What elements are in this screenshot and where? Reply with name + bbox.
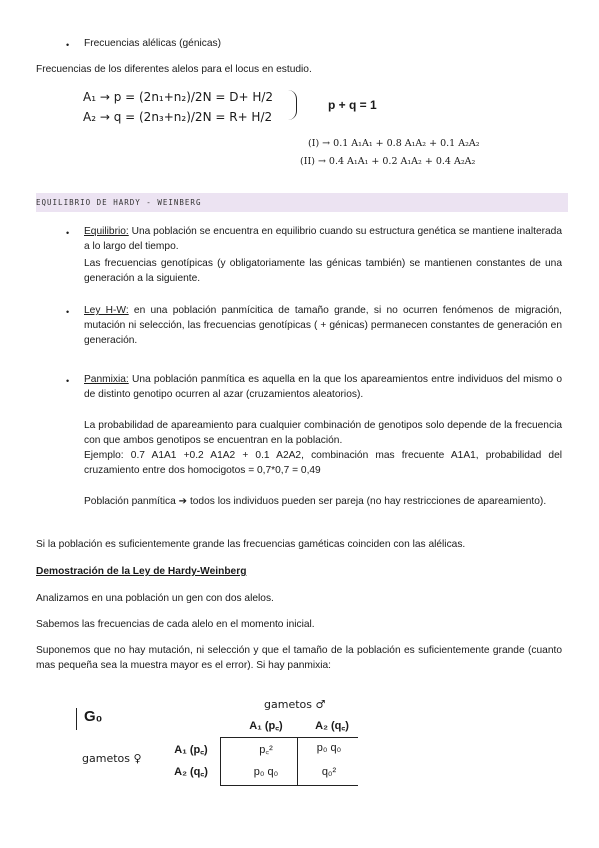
example-2: (II) → 0.4 A₁A₁ + 0.2 A₁A₂ + 0.4 A₂A₂	[300, 156, 476, 167]
table-left-rule	[220, 737, 221, 785]
paragraph-analysis: Analizamos en una población un gen con dos alelos.	[36, 593, 274, 604]
table-middle-rule	[297, 737, 298, 785]
g0-marker	[76, 708, 77, 730]
demo-heading: Demostración de la Ley de Hardy-Weinberg	[36, 566, 247, 577]
equilibrio-text: Una población se encuentra en equilibrio cuando su estructura genética se mantiene inalterada a lo largo del tiempo.	[84, 226, 562, 252]
ley-text: en una población panmícitica de tamaño grande, si no ocurren fenómenos de migración, mutación ni selección, las frecuencias genotípicas ( + génicas) permanecen constantes de generación en generación.	[84, 305, 562, 346]
panmixia-paragraph-2: La probabilidad de apareamiento para cualquier combinación de genotipos solo depende de la frecuencia con que ambos genotipos se encuentran en la población.	[84, 420, 562, 446]
panmixia-example: Ejemplo: 0.7 A1A1 +0.2 A1A2 + 0.1 A2A2, combinación mas frecuente A1A1, probabilidad del cruzamiento entre dos homocigotos = 0,7*0,7 = 0,49	[84, 450, 562, 476]
male-gametes-label: gametos ♂	[264, 698, 326, 711]
table-bottom-rule	[220, 785, 358, 786]
section-heading: EQUILIBRIO DE HARDY - WEINBERG	[36, 198, 202, 207]
cell-q2: q₀²	[321, 766, 337, 778]
table-top-rule	[220, 737, 358, 738]
section-band	[36, 193, 568, 212]
example-1: (I) → 0.1 A₁A₁ + 0.8 A₁A₂ + 0.1 A₂A₂	[308, 138, 480, 149]
equation-q: A₂ → q = (2n₃+n₂)/2N = R+ H/2	[83, 110, 273, 124]
panmixia-item	[84, 372, 562, 402]
panmixia-text: Una población panmítica es aquella en la que los apareamientos entre individuos del mismo o de distinto genotipo ocurren al azar (cruzamientos aleatorios).	[84, 374, 562, 400]
bullet: •	[66, 376, 70, 386]
term-panmixia: Panmixia:	[84, 374, 129, 385]
g0-label: G₀	[84, 708, 103, 725]
cell-p2: p꜀²	[259, 744, 273, 756]
paragraph-gametic: Si la población es suficientemente grande las frecuencias gaméticas coinciden con las alélicas.	[36, 539, 466, 550]
cell-pq-2: p₀ q₀	[253, 766, 279, 778]
row-header-a1: A₁ (p꜀)	[174, 744, 208, 756]
equilibrio-text-2: Las frecuencias genotípicas (y obligatoriamente las génicas también) se mantienen constantes de una generación a la siguiente.	[84, 258, 562, 284]
female-gametes-label: gametos ♀	[82, 752, 142, 765]
term-ley: Ley H-W:	[84, 305, 129, 316]
bullet: •	[66, 40, 70, 50]
intro-text: Frecuencias de los diferentes alelos para el locus en estudio.	[36, 64, 312, 75]
paragraph-assumptions: Suponemos que no hay mutación, ni selección y que el tamaño de la población es suficientemente grande (cuanto mas pequeña sea la muestra mayor es el error). Si hay panmixia:	[36, 645, 562, 671]
equilibrio-item	[84, 224, 562, 254]
subsection-title: Frecuencias alélicas (génicas)	[84, 38, 222, 49]
ley-item	[84, 303, 562, 348]
term-equilibrio: Equilibrio:	[84, 226, 129, 237]
cell-pq-1: p₀ q₀	[316, 742, 342, 754]
col-header-a2: A₂ (q꜀)	[315, 720, 349, 732]
bullet: •	[66, 307, 70, 317]
col-header-a1: A₁ (p꜀)	[249, 720, 283, 732]
brace	[288, 90, 297, 120]
paragraph-known: Sabemos las frecuencias de cada alelo en el momento inicial.	[36, 619, 315, 630]
equation-p: A₁ → p = (2n₁+n₂)/2N = D+ H/2	[83, 90, 274, 104]
row-header-a2: A₂ (q꜀)	[174, 766, 208, 778]
panmixia-paragraph-4: Población panmítica ➔ todos los individuos pueden ser pareja (no hay restricciones de apareamiento).	[84, 496, 547, 507]
bullet: •	[66, 228, 70, 238]
equation-sum: p + q = 1	[328, 98, 377, 112]
